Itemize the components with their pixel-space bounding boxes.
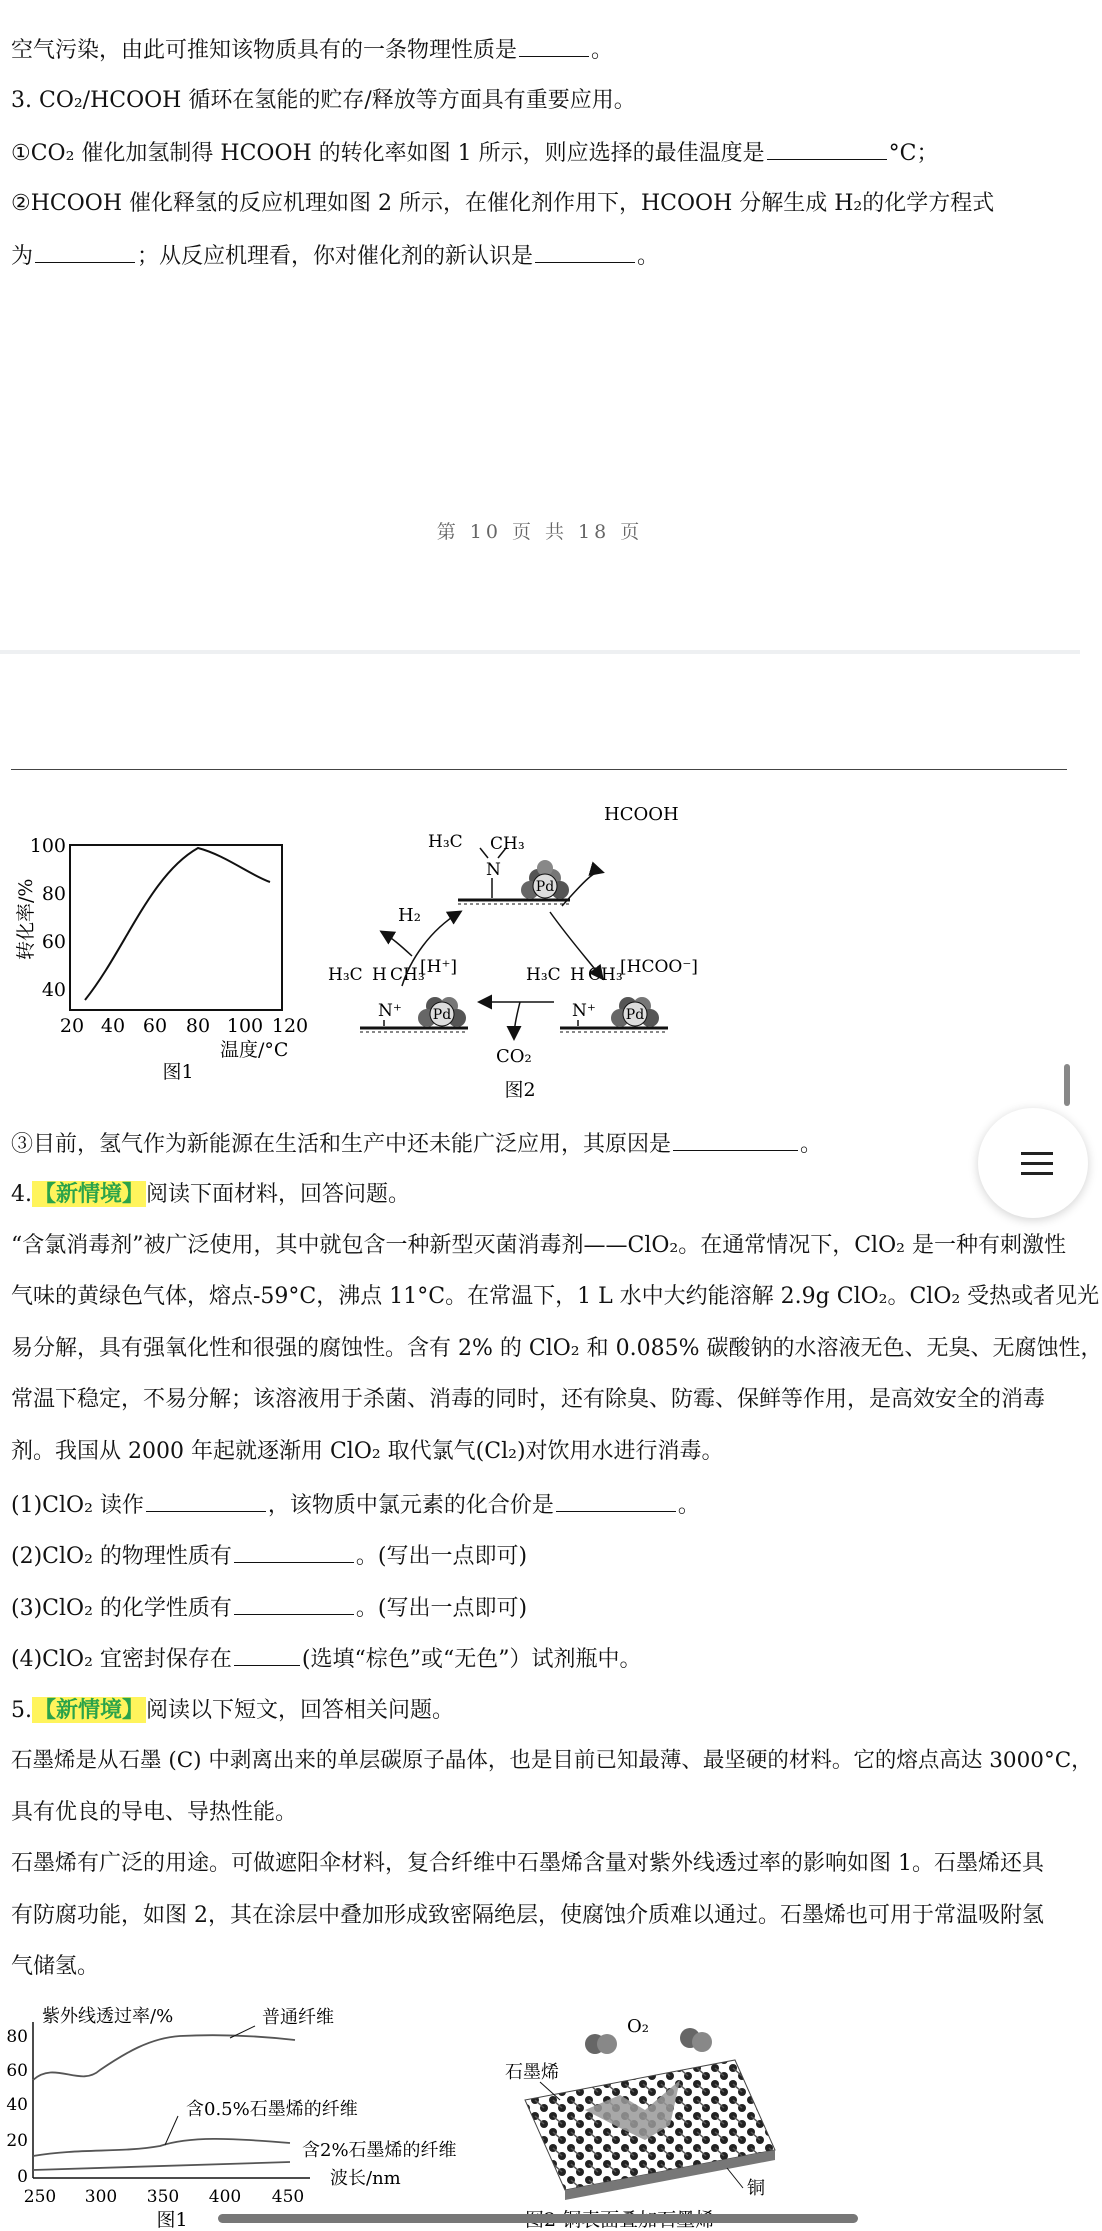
- co2-label: CO₂: [496, 1046, 532, 1067]
- new-context-tag: 【新情境】: [34, 1181, 145, 1207]
- catalyst-right: [526, 957, 698, 1032]
- answer-blank[interactable]: [234, 1592, 354, 1615]
- text-line: 石墨烯是从石墨 (C) 中剥离出来的单层碳原子晶体，也是目前已知最薄、最坚硬的材料。它的熔点高达 3000°C，: [11, 1748, 1093, 1773]
- x-tick: 250: [23, 2187, 57, 2207]
- text-line: ①CO₂ 催化加氢制得 HCOOH 的转化率如图 1 所示，则应选择的最佳温度是 °C；: [11, 137, 939, 169]
- x-tick: 60: [142, 1015, 168, 1037]
- figure-graphene-copper: [495, 2000, 795, 2231]
- h-label: H: [570, 965, 585, 985]
- arrow: [514, 1002, 520, 1038]
- x-tick: 40: [100, 1015, 126, 1037]
- h-plus-label: [H⁺]: [420, 957, 458, 977]
- y-tick: 20: [6, 2131, 28, 2151]
- y-tick: 40: [6, 2095, 28, 2115]
- y-tick: 100: [29, 835, 66, 857]
- vertical-scrollbar[interactable]: [1064, 1064, 1070, 1106]
- text-line: 易分解，具有强氧化性和很强的腐蚀性。含有 2% 的 ClO₂ 和 0.085% 碳酸钠的水溶液无色、无臭、无腐蚀性，: [11, 1336, 1102, 1361]
- answer-blank[interactable]: [35, 240, 135, 263]
- sub-question: (4)ClO₂ 宜密封保存在 (选填“棕色”或“无色”）试剂瓶中。: [11, 1643, 641, 1675]
- page-gap: [0, 650, 1080, 654]
- answer-blank[interactable]: [234, 1643, 300, 1666]
- y-axis-label: 转化率/%: [15, 878, 37, 960]
- copper-label: 铜: [747, 2178, 765, 2199]
- text-line: 空气污染，由此可推知该物质具有的一条物理性质是 。: [11, 34, 613, 66]
- methyl-label: CH₃: [588, 965, 623, 985]
- menu-icon: [1021, 1162, 1053, 1165]
- y-tick: 60: [41, 931, 66, 953]
- x-axis-label: 波长/nm: [330, 2168, 401, 2189]
- figure-2-mechanism: [320, 804, 740, 1110]
- answer-blank[interactable]: [673, 1128, 798, 1151]
- text-line: 气储氢。: [11, 1954, 100, 1979]
- y-axis-label: 紫外线透过率/%: [42, 2006, 174, 2027]
- hcoo-label: [HCOO⁻]: [620, 957, 698, 977]
- text-line: 为 ；从反应机理看，你对催化剂的新认识是 。: [11, 240, 659, 272]
- text-line: 常温下稳定，不易分解；该溶液用于杀菌、消毒的同时，还有除臭、防霉、保鲜等作用，是高效安全的消毒: [11, 1387, 1046, 1412]
- series-label: 含0.5%石墨烯的纤维: [186, 2099, 358, 2120]
- catalyst-top: [428, 832, 570, 904]
- figure-caption: 图1: [156, 2209, 188, 2231]
- menu-icon: [1021, 1172, 1053, 1175]
- x-tick: 120: [271, 1015, 309, 1037]
- menu-button[interactable]: [978, 1108, 1088, 1218]
- conversion-curve: [85, 848, 270, 1000]
- question-3: 3. CO₂/HCOOH 循环在氢能的贮存/释放等方面具有重要应用。: [11, 88, 636, 113]
- question-5: 5.【新情境】阅读以下短文，回答相关问题。: [11, 1697, 455, 1723]
- page-footer: 第 10 页 共 18 页: [436, 521, 644, 543]
- answer-blank[interactable]: [556, 1489, 676, 1512]
- methyl-label: H₃C: [328, 965, 363, 985]
- text-line: 具有优良的导电、导热性能。: [11, 1800, 298, 1825]
- text-line: ②HCOOH 催化释氢的反应机理如图 2 所示，在催化剂作用下，HCOOH 分解生成 H₂的化学方程式: [11, 191, 995, 216]
- methyl-label: H₃C: [526, 965, 561, 985]
- figure-1-conversion-chart: [0, 820, 330, 1100]
- new-context-tag: 【新情境】: [34, 1697, 145, 1723]
- answer-blank[interactable]: [234, 1540, 354, 1563]
- x-tick: 350: [146, 2187, 180, 2207]
- hcooh-label: HCOOH: [604, 804, 679, 825]
- catalyst-left: [328, 957, 468, 1032]
- sub-question: (2)ClO₂ 的物理性质有 。(写出一点即可): [11, 1540, 527, 1572]
- h-label: H: [372, 965, 387, 985]
- x-axis-label: 温度/°C: [220, 1039, 289, 1061]
- pd-label: Pd: [535, 879, 555, 895]
- graphene-label: 石墨烯: [505, 2062, 559, 2083]
- methyl-label: H₃C: [428, 832, 463, 852]
- y-tick: 60: [6, 2061, 28, 2081]
- methyl-label: CH₃: [390, 965, 425, 985]
- answer-blank[interactable]: [146, 1489, 266, 1512]
- pd-label: Pd: [625, 1007, 645, 1023]
- text-line: ③目前，氢气作为新能源在生活和生产中还未能广泛应用，其原因是 。: [11, 1128, 822, 1160]
- text-line: “含氯消毒剂”被广泛使用，其中就包含一种新型灭菌消毒剂——ClO₂。在通常情况下，ClO₂ 是一种有刺激性: [11, 1233, 1066, 1258]
- x-tick: 100: [226, 1015, 264, 1037]
- leader-line: [165, 2116, 178, 2145]
- series-0-5-graphene: [33, 2139, 290, 2156]
- o2-label: O₂: [627, 2016, 649, 2037]
- y-tick: 80: [6, 2027, 28, 2047]
- answer-blank[interactable]: [767, 137, 887, 160]
- x-tick: 400: [208, 2187, 242, 2207]
- sub-question: (3)ClO₂ 的化学性质有 。(写出一点即可): [11, 1592, 527, 1624]
- x-tick: 450: [271, 2187, 305, 2207]
- text-line: 石墨烯有广泛的用途。可做遮阳伞材料，复合纤维中石墨烯含量对紫外线透过率的影响如图 1。石墨烯还具: [11, 1851, 1044, 1876]
- figure-caption: 图1: [162, 1061, 194, 1083]
- oxygen-molecule: [692, 2032, 712, 2052]
- pd-label: Pd: [432, 1007, 452, 1023]
- x-tick: 300: [84, 2187, 118, 2207]
- text-line: 气味的黄绿色气体，熔点-59°C，沸点 11°C。在常温下，1 L 水中大约能溶解 2.9g ClO₂。ClO₂ 受热或者见光: [11, 1284, 1100, 1309]
- x-tick: 80: [185, 1015, 211, 1037]
- series-2-graphene: [33, 2162, 290, 2170]
- figure-caption: 图2: [504, 1079, 536, 1101]
- oxygen-molecule: [597, 2034, 617, 2054]
- horizontal-scrollbar[interactable]: [218, 2214, 858, 2223]
- plot-frame: [70, 845, 282, 1010]
- series-label: 普通纤维: [262, 2007, 334, 2028]
- answer-blank[interactable]: [519, 34, 589, 57]
- sub-question: (1)ClO₂ 读作 ，该物质中氯元素的化合价是 。: [11, 1489, 700, 1521]
- x-tick: 20: [59, 1015, 85, 1037]
- methyl-label: CH₃: [490, 834, 525, 854]
- series-label: 含2%石墨烯的纤维: [302, 2140, 457, 2161]
- y-tick: 40: [41, 979, 66, 1001]
- n-label: N⁺: [378, 1001, 402, 1021]
- figure-uv-transmittance-chart: [0, 1998, 470, 2231]
- leader-line: [727, 2168, 743, 2188]
- n-label: N: [486, 860, 501, 880]
- menu-icon: [1021, 1152, 1053, 1155]
- text-line: 有防腐功能，如图 2，其在涂层中叠加形成致密隔绝层，使腐蚀介质难以通过。石墨烯也可用于常温吸附氢: [11, 1903, 1044, 1928]
- h2-label: H₂: [398, 905, 421, 926]
- arrow: [382, 932, 412, 956]
- series-plain-fiber: [33, 2035, 295, 2080]
- answer-blank[interactable]: [535, 240, 635, 263]
- question-4: 4.【新情境】阅读下面材料，回答问题。: [11, 1181, 411, 1207]
- divider: [11, 769, 1067, 770]
- text-line: 剂。我国从 2000 年起就逐渐用 ClO₂ 取代氯气(Cl₂)对饮用水进行消毒。: [11, 1439, 724, 1464]
- n-label: N⁺: [572, 1001, 596, 1021]
- y-tick: 0: [17, 2167, 28, 2187]
- y-tick: 80: [41, 883, 66, 905]
